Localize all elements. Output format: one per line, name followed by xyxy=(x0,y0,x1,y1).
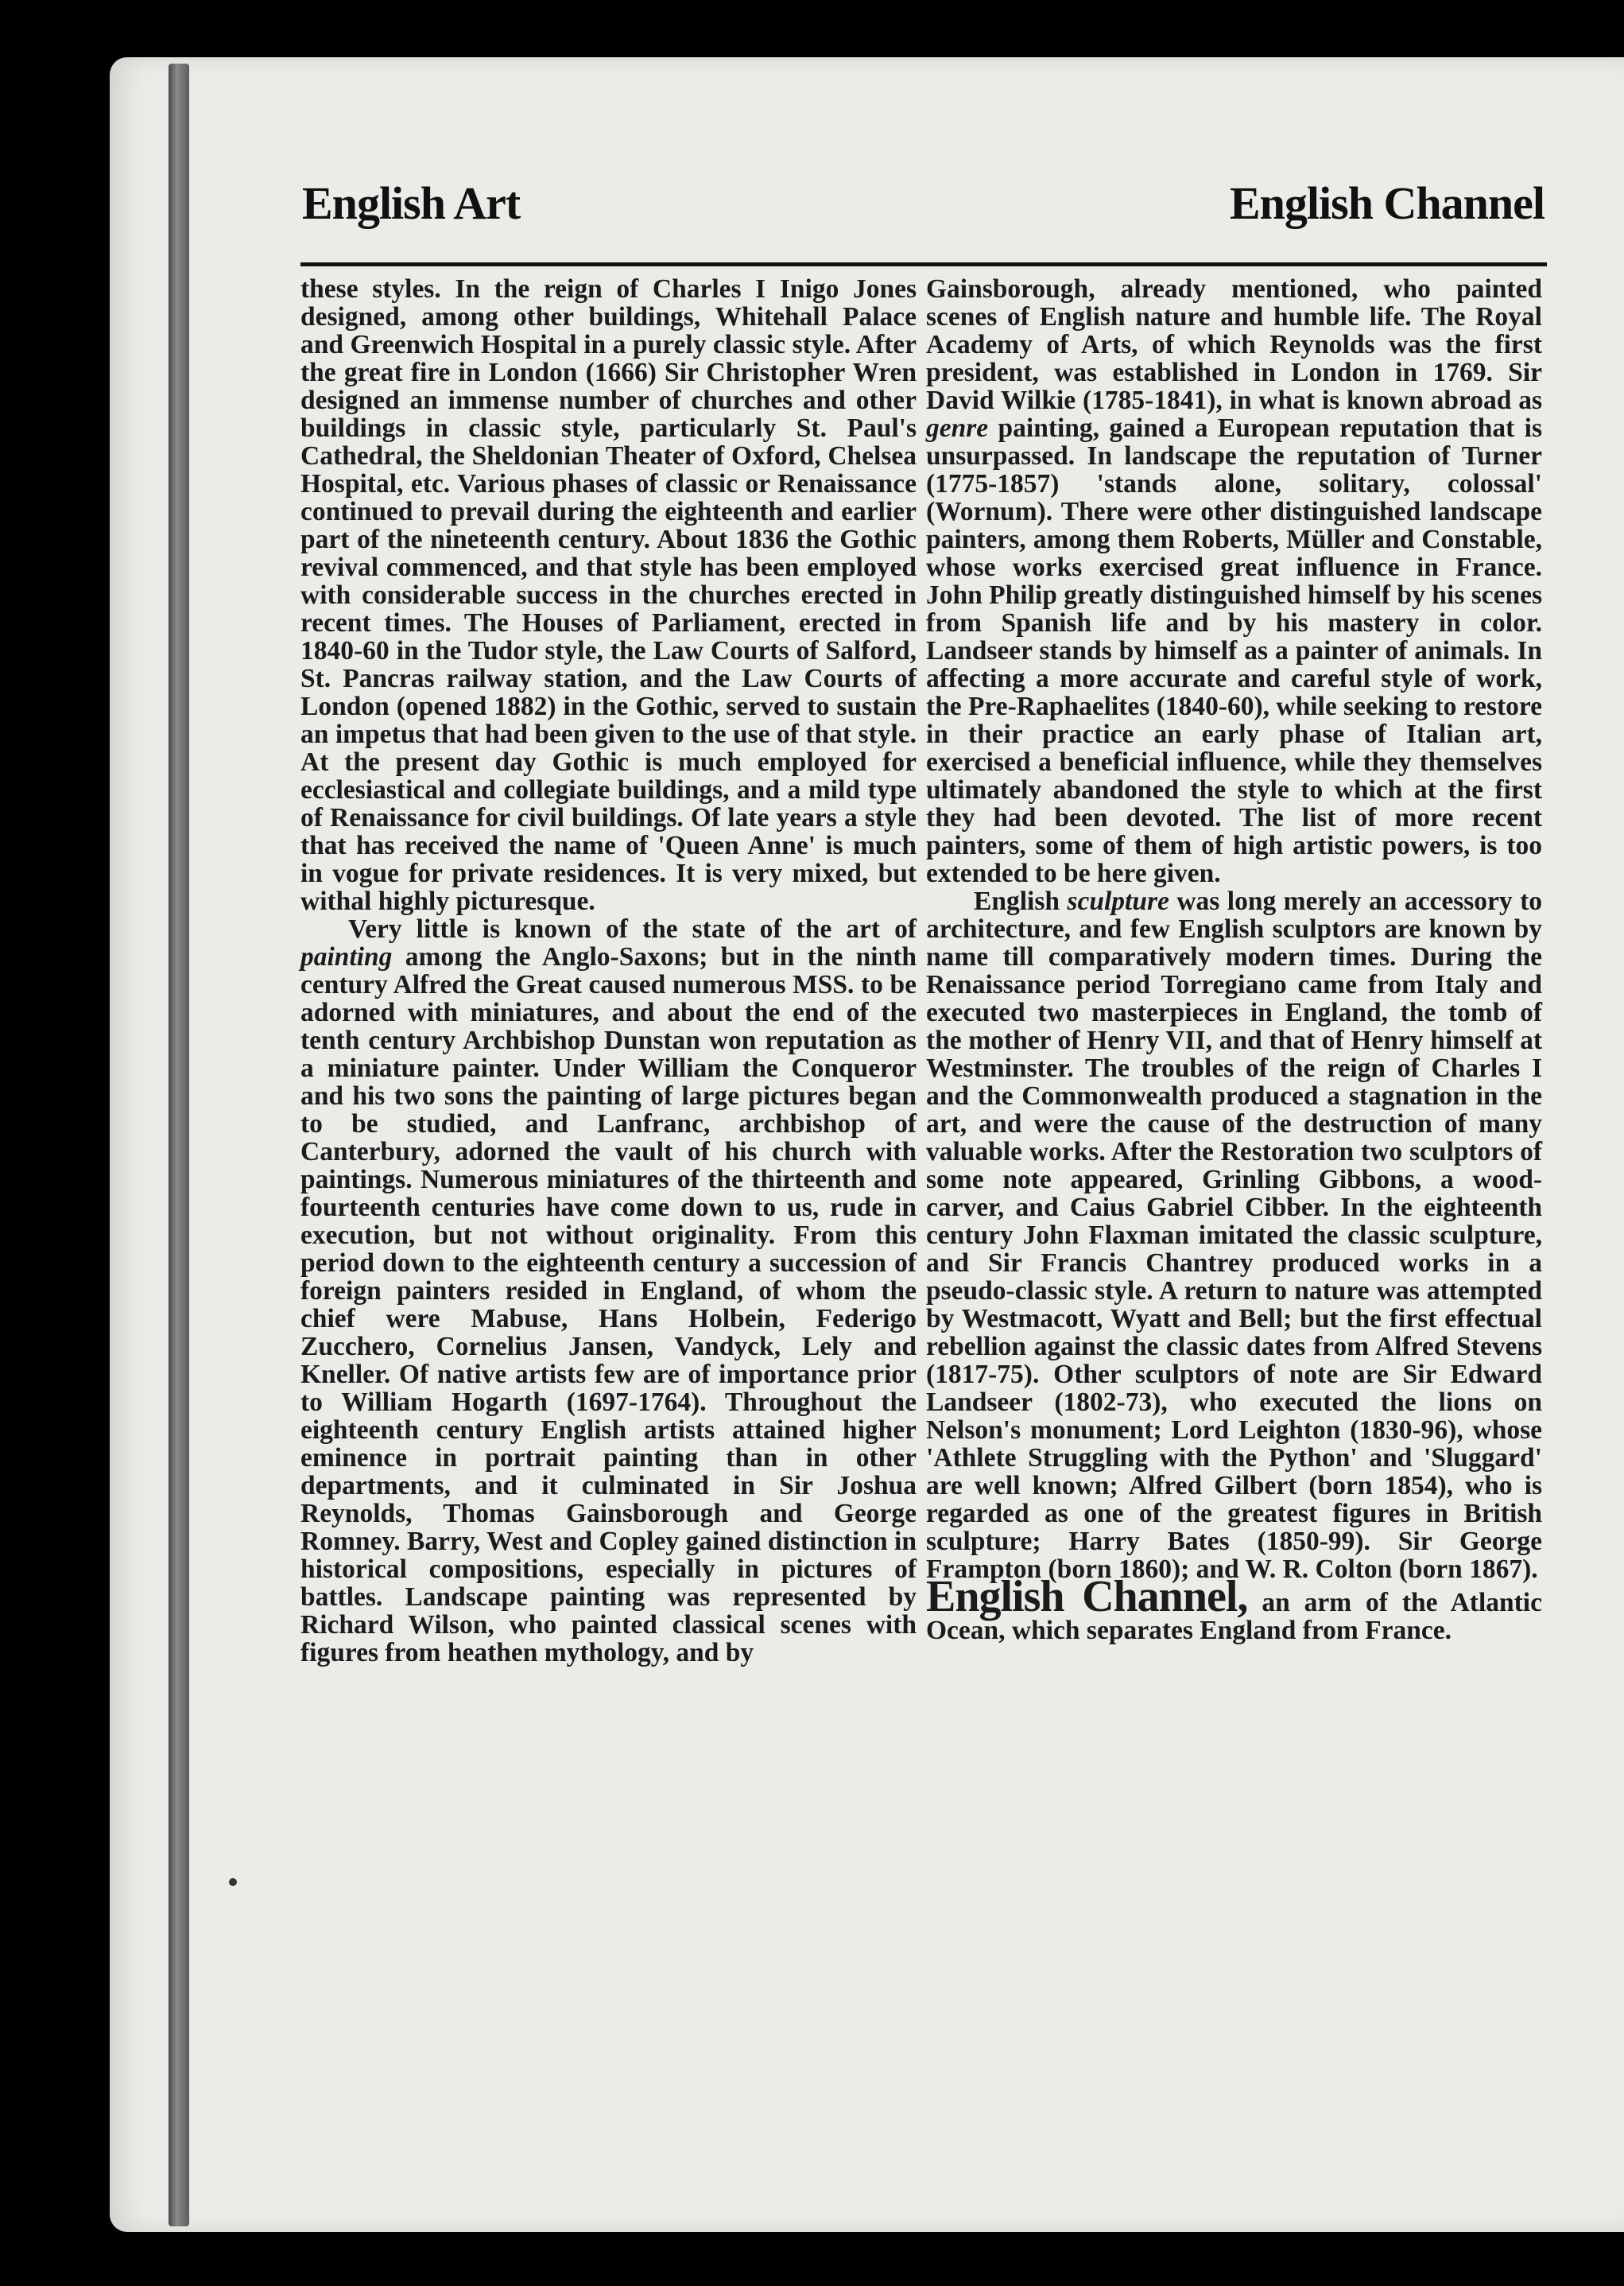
painting-paragraph xyxy=(300,915,917,1667)
right-text-column xyxy=(926,275,1542,1644)
entry-definition: an arm of the Atlantic Ocean, which separates England from France. xyxy=(926,1588,1542,1645)
sculpture-text-start: English xyxy=(974,887,1068,916)
painting-continued-start: Gainsborough, already mentioned, who painted scenes of English nature and humble life. The Royal Academy of Arts, of which Reynolds was the first president, was established in London in 1769. Sir David Wilkie (1785-1841), in what is known abroad as xyxy=(926,274,1542,415)
english-channel-entry xyxy=(926,1572,1542,1645)
sculpture-text-rest: was long merely an accessory to architecture, and few English sculptors are known by name till comparatively modern times. During the Renaissance period Torregiano came from Italy and executed two masterpieces in England, the tomb of the mother of Henry VII, and that of Henry himself at Westminster. The troubles of the reign of Charles I and the Commonwealth produced a stagnation in the art, and were the cause of the destruction of many valuable works. After the Restoration two sculptors of some note appeared, Grinling Gibbons, a wood-carver, and Caius Gabriel Cibber. In the eighteenth century John Flaxman imitated the classic sculpture, and Sir Francis Chantrey produced works in a pseudo-classic style. A return to nature was attempted by Westmacott, Wyatt and Bell; but the first effectual rebellion against the classic dates from Alfred Stevens (1817-75). Other sculptors of note are Sir Edward Landseer (1802-73), who executed the lions on Nelson's monument; Lord Leighton (1830-96), whose 'Athlete Struggling with the Python' and 'Sluggard' are well known; Alfred Gilbert (born 1854), who is regarded as one of the greatest figures in British sculpture; Harry Bates (1850-99). Sir George Frampton (born 1860); and W. R. Colton (born 1867). xyxy=(926,887,1542,1584)
painting-continued-rest: painting, gained a European reputation that is unsurpassed. In landscape the reputation of Turner (1775-1857) 'stands alone, solitary, colossal' (Wornum). There were other distinguished landscape painters, among them Roberts, Müller and Constable, whose works exercised great influence in France. John Philip greatly distinguished himself by his scenes from Spanish life and by his mastery in color. Landseer stands by himself as a painter of animals. In affecting a more accurate and careful style of work, the Pre-Raphaelites (1840-60), while seeking to restore in their practice an early phase of Italian art, exercised a beneficial influence, while they themselves ultimately abandoned the style to which at the first they had been devoted. The list of more recent painters, some of them of high artistic powers, is too extended to be here given. xyxy=(926,413,1543,888)
architecture-paragraph xyxy=(300,275,917,915)
architecture-text: these styles. In the reign of Charles I Inigo Jones designed, among other buildings, Whitehall Palace and Greenwich Hospital in a purely classic style. After the great fire in London (1666) Sir Christopher Wren designed an immense number of churches and other buildings in classic style, particularly St. Paul's Cathedral, the Sheldonian Theater of Oxford, Chelsea Hospital, etc. Various phases of classic or Renaissance continued to prevail during the eighteenth and earlier part of the nineteenth century. About 1836 the Gothic revival commenced, and that style has been employed with considerable success in the churches erected in recent times. The Houses of Parliament, erected in 1840-60 in the Tudor style, the Law Courts of Salford, St. Pancras railway station, and the Law Courts of London (opened 1882) in the Gothic, served to sustain an impetus that had been given to the use of that style. At the present day Gothic is much employed for ecclesiastical and collegiate buildings, and a mild type of Renaissance for civil buildings. Of late years a style that has received the name of 'Queen Anne' is much in vogue for private residences. It is very mixed, but withal highly picturesque. xyxy=(300,274,917,916)
painting-text-rest: among the Anglo-Saxons; but in the ninth century Alfred the Great caused numerous MSS. to be adorned with miniatures, and about the end of the tenth century Archbishop Dunstan won reputation as a miniature painter. Under William the Conqueror and his two sons the painting of large pictures began to be studied, and Lanfranc, archbishop of Canterbury, adorned the vault of his church with paintings. Numerous miniatures of the thirteenth and fourteenth centuries have come down to us, rude in execution, but not without originality. From this period down to the eighteenth century a succession of foreign painters resided in England, of whom the chief were Mabuse, Hans Holbein, Federigo Zucchero, Cornelius Jansen, Vandyck, Lely and Kneller. Of native artists few are of importance prior to William Hogarth (1697-1764). Throughout the eighteenth century English artists attained higher eminence in portrait painting than in other departments, and it culminated in Sir Joshua Reynolds, Thomas Gainsborough and George Romney. Barry, West and Copley gained distinction in historical compositions, especially in pictures of battles. Landscape painting was represented by Richard Wilson, who painted classical scenes with figures from heathen mythology, and by xyxy=(300,942,917,1667)
genre-term: genre xyxy=(926,413,989,443)
header-rule xyxy=(300,262,1547,266)
page-binding-edge xyxy=(169,64,189,2226)
margin-speck xyxy=(229,1878,237,1886)
sculpture-paragraph xyxy=(926,887,1542,1583)
painting-continued-paragraph xyxy=(926,275,1542,887)
sculpture-term: sculpture xyxy=(1067,887,1169,916)
left-text-column xyxy=(300,275,917,1667)
running-header-left: English Art xyxy=(302,177,521,229)
painting-term: painting xyxy=(300,942,393,972)
entry-headword: English Channel, xyxy=(926,1572,1248,1621)
running-header-right: English Channel xyxy=(1229,177,1545,229)
painting-text-start: Very little is known of the state of the art of xyxy=(348,914,917,944)
